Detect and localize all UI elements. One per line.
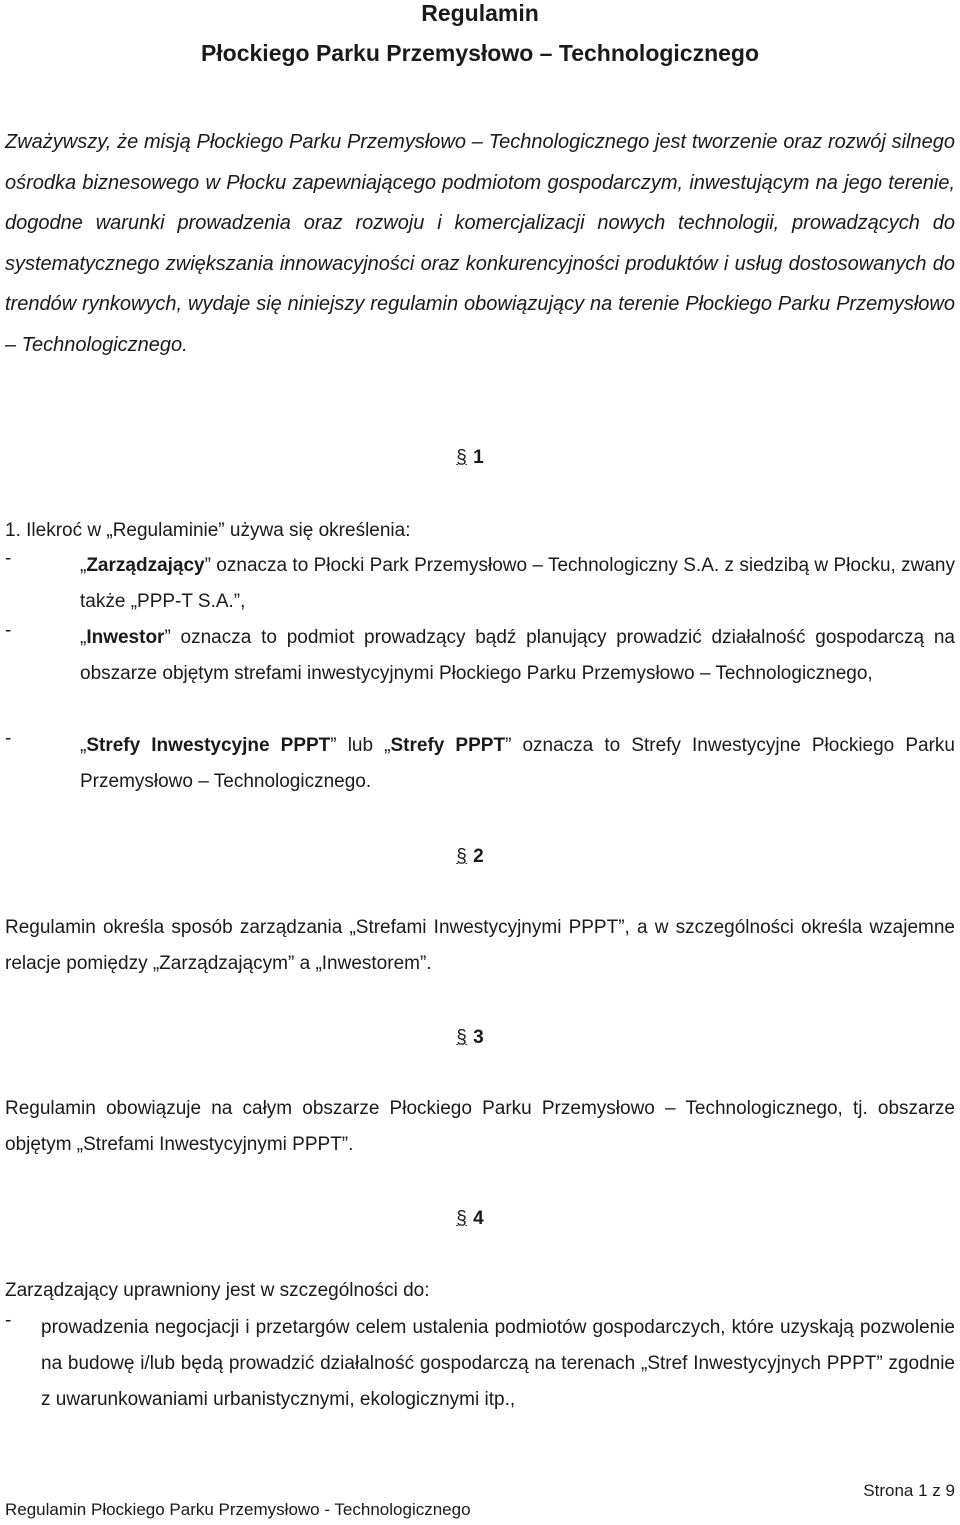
definition-item (5, 620, 955, 692)
definition-body (80, 728, 955, 800)
document-subtitle: Płockiego Parku Przemysłowo – Technologicznego (200, 40, 760, 66)
preamble-paragraph: Zważywszy, że misją Płockiego Parku Przemysłowo – Technologicznego jest tworzenie oraz rozwój silnego ośrodka biznesowego w Płocku zapewniającego podmiotom gospodarczym, inwestującym na jego terenie, dogodne warunki prowadzenia oraz rozwoju i komercjalizacji nowych technologii, prowadzących do systematycznego zwiększania innowacyjności oraz konkurencyjności produktów i usług dostosowanych do trendów rynkowych, wydaje się niniejszy regulamin obowiązujący na terenie Płockiego Parku Przemysłowo – Technologicznego. (5, 131, 955, 356)
page-number (863, 1481, 955, 1501)
list-dash: - (5, 728, 12, 749)
quote-open: „ (80, 627, 87, 648)
quote-open: „ (80, 735, 87, 756)
definition-term-alt: Strefy PPPT (390, 735, 506, 756)
definition-body (80, 548, 955, 620)
section-4-intro: Zarządzający uprawniony jest w szczególności do: (5, 1280, 430, 1301)
section-number: 2 (473, 846, 484, 867)
section-heading-4 (0, 1208, 940, 1230)
definition-body (80, 620, 955, 692)
quote-open: „ (80, 555, 87, 576)
list-dash: - (5, 620, 12, 641)
page-label: Strona (863, 1481, 919, 1500)
section-symbol: § (456, 846, 467, 867)
list-dash: - (5, 548, 12, 569)
footer-document-name: Regulamin Płockiego Parku Przemysłowo - Technologicznego (5, 1500, 471, 1519)
section-number: 3 (473, 1027, 484, 1048)
definition-text: ” oznacza to Płocki Park Przemysłowo – Technologiczny S.A. z siedzibą w Płocku, zwany także „PPP-T S.A.”, (80, 555, 955, 612)
definition-item (5, 548, 955, 620)
section-symbol: § (456, 1027, 467, 1048)
list-dash: - (5, 1310, 12, 1331)
section-2-text: Regulamin określa sposób zarządzania „Strefami Inwestycyjnymi PPPT”, a w szczególności określa wzajemne relacje pomiędzy „Zarządzającym” a „Inwestorem”. (5, 917, 955, 974)
section-heading-3 (0, 1027, 940, 1049)
section-symbol: § (456, 447, 467, 468)
definitions-intro: 1. Ilekroć w „Regulaminie” używa się określenia: (5, 520, 411, 541)
definition-term: Inwestor (86, 627, 165, 648)
page-current: 1 (918, 1481, 928, 1500)
page-separator: z (927, 1481, 946, 1500)
definition-connector: ” lub „ (330, 735, 391, 756)
document-title: Regulamin (421, 0, 539, 26)
section-heading-2 (0, 846, 940, 868)
list-item-text: prowadzenia negocjacji i przetargów celem ustalenia podmiotów gospodarczych, które uzyskają pozwolenie na budowę i/lub będą prowadzić działalność gospodarczą na terenach „Stref Inwestycyjnych PPPT” zgodnie z uwarunkowaniami urbanistycznymi, ekologicznymi itp., (41, 1317, 955, 1410)
section-symbol: § (456, 1208, 467, 1229)
definition-item (5, 728, 955, 800)
list-item (5, 1310, 955, 1418)
definition-term: Zarządzający (86, 555, 205, 576)
definition-term: Strefy Inwestycyjne PPPT (86, 735, 331, 756)
section-number: 1 (473, 447, 484, 468)
section-number: 4 (473, 1208, 484, 1229)
page-total: 9 (945, 1481, 955, 1500)
definition-text: ” oznacza to podmiot prowadzący bądź planujący prowadzić działalność gospodarczą na obszarze objętym strefami inwestycyjnymi Płockiego Parku Przemysłowo – Technologicznego, (80, 627, 955, 684)
section-heading-1 (0, 447, 940, 469)
definition-text: ” oznacza to Strefy Inwestycyjne Płockiego Parku Przemysłowo – Technologicznego. (80, 735, 955, 792)
section-3-text: Regulamin obowiązuje na całym obszarze Płockiego Parku Przemysłowo – Technologicznego, tj. obszarze objętym „Strefami Inwestycyjnymi PPPT”. (5, 1098, 955, 1155)
